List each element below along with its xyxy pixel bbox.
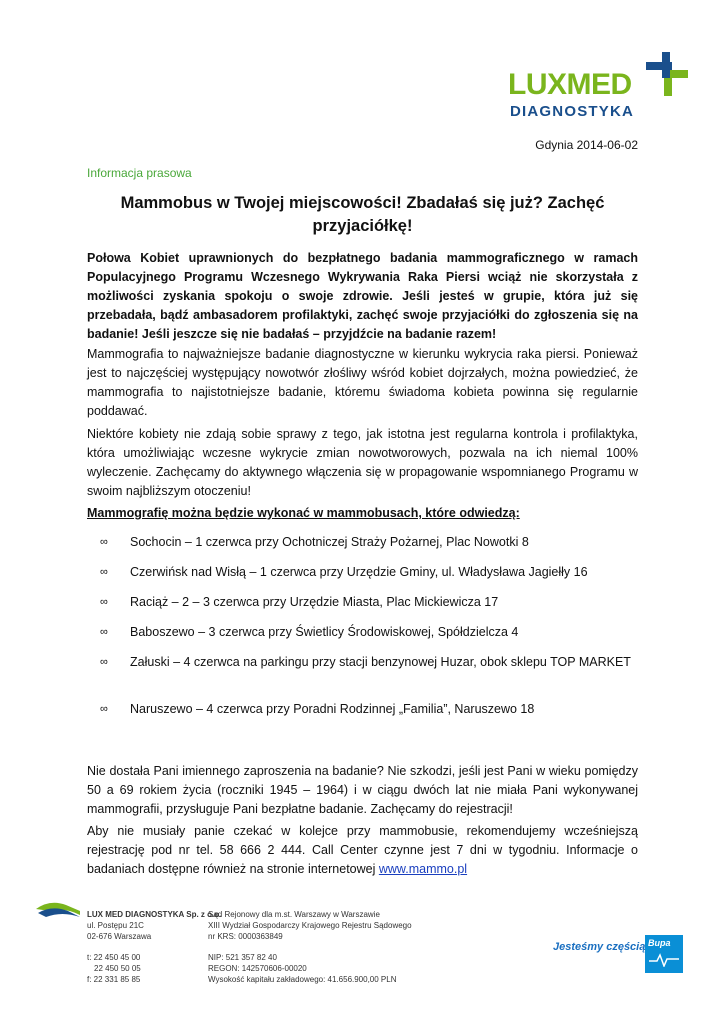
paragraph-profilaktyka: Niektóre kobiety nie zdają sobie sprawy z tego, jak istotna jest regularna kontrola i profilaktyka, która umożliwiając wczesne wykrycie zmian nowotworowych, pozwala na ich niemal 100% wyleczenie. Zachęcamy do aktywnego włączenia się w propagowanie wspomnianego Programu w swoim najbliższym otoczeniu!	[87, 427, 638, 498]
logo-brand-bottom: DIAGNOSTYKA	[510, 103, 635, 120]
footer-nip: NIP: 521 357 82 40	[208, 953, 277, 962]
footer-city: 02-676 Warszawa	[87, 932, 152, 941]
list-item: ∞ Czerwińsk nad Wisłą – 1 czerwca przy Urzędzie Gminy, ul. Władysława Jagiełły 16	[100, 565, 588, 579]
bullet-icon: ∞	[100, 596, 108, 608]
bupa-logo	[645, 935, 683, 973]
list-item: ∞ Raciąż – 2 – 3 czerwca przy Urzędzie Miasta, Plac Mickiewicza 17	[100, 595, 499, 609]
press-label: Informacja prasowa	[87, 166, 192, 180]
footer-capital: Wysokość kapitału zakładowego: 41.656.900,00 PLN	[208, 975, 397, 984]
footer-court2: XIII Wydział Gospodarczy Krajowego Rejestru Sądowego	[208, 921, 412, 930]
bullet-icon: ∞	[100, 703, 108, 715]
intro-paragraph: Połowa Kobiet uprawnionych do bezpłatnego badania mammograficznego w ramach Populacyjnego Programu Wczesnego Wykrywania Raka Piersi wciąż nie skorzystała z możliwości zyskania spokoju o swoje zdrowie. Jeśli jesteś w grupie, która już się przebadała, bądź ambasadorem profilaktyki, zachęć swoje przyjaciółki do zgłoszenia się na badanie! Jeśli jeszcze się nie badałaś – przyjdźcie na badanie razem!	[87, 251, 638, 341]
list-item: ∞ Załuski – 4 czerwca na parkingu przy stacji benzynowej Huzar, obok sklepu TOP MARKET	[100, 655, 631, 669]
footer-phones	[87, 952, 141, 985]
document-title: Mammobus w Twojej miejscowości! Zbadałaś się już? Zachęć przyjaciółkę!	[120, 194, 605, 235]
luxmed-logo	[508, 48, 688, 128]
mammo-website-link[interactable]: www.mammo.pl	[378, 862, 468, 876]
locations-heading: Mammografię można będzie wykonać w mammobusach, które odwiedzą:	[87, 506, 520, 520]
footer-regon: REGON: 142570606-00020	[208, 964, 307, 973]
bupa-heartbeat-icon	[649, 953, 679, 967]
footer-tagline: Jesteśmy częścią	[553, 941, 646, 953]
paragraph-zaproszenie: Nie dostała Pani imiennego zaproszenia na badanie? Nie szkodzi, jeśli jest Pani w wieku pomiędzy 50 a 69 rokiem życia (roczniki 1945 – 1964) i w ciągu dwóch lat nie miała Pani wykonywanej mammografii, przysługuje Pani bezpłatne badanie. Zachęcamy do rejestracji!	[87, 764, 638, 816]
footer-address	[87, 909, 221, 942]
list-item: ∞ Sochocin – 1 czerwca przy Ochotniczej Straży Pożarnej, Plac Nowotki 8	[100, 535, 529, 549]
page-footer	[0, 895, 724, 1024]
footer-registry	[208, 909, 412, 942]
logo-brand-top: LUXMED	[508, 68, 632, 101]
footer-tel2: 22 450 50 05	[94, 964, 141, 973]
paragraph-rejestracja	[87, 822, 638, 879]
bullet-icon: ∞	[100, 536, 108, 548]
footer-court1: Sąd Rejonowy dla m.st. Warszawy w Warszawie	[208, 910, 380, 919]
bullet-icon: ∞	[100, 566, 108, 578]
cross-logo-icon	[646, 52, 688, 96]
list-item: ∞ Naruszewo – 4 czerwca przy Poradni Rodzinnej „Familia”, Naruszewo 18	[100, 702, 535, 716]
footer-fax: f: 22 331 85 85	[87, 975, 141, 984]
rejestracja-text: Aby nie musiały panie czekać w kolejce przy mammobusie, rekomendujemy wcześniejszą rejestrację pod nr tel. 58 666 2 444. Call Center czynne jest 7 dni w tygodniu. Informacje o badaniach dostępne również na stronie internetowej	[87, 824, 638, 876]
document-date: Gdynia 2014-06-02	[535, 138, 638, 152]
bullet-icon: ∞	[100, 656, 108, 668]
bupa-logo-text: Bupa	[648, 938, 671, 948]
footer-street: ul. Postępu 21C	[87, 921, 144, 930]
footer-tel1: t: 22 450 45 00	[87, 953, 141, 962]
luxmed-swoosh-icon	[36, 899, 80, 919]
locations-list	[100, 534, 640, 731]
paragraph-mammografia: Mammografia to najważniejsze badanie diagnostyczne w kierunku wykrycia raka piersi. Ponieważ jest to najczęściej występujący nowotwór złośliwy wśród kobiet dojrzałych, można powiedzieć, że mammografia to najistotniejsze badanie, któremu świadoma kobieta powinna się regularnie poddawać.	[87, 347, 638, 418]
footer-krs: nr KRS: 0000363849	[208, 932, 283, 941]
bullet-icon: ∞	[100, 626, 108, 638]
footer-company: LUX MED DIAGNOSTYKA Sp. z o.o.	[87, 910, 222, 919]
footer-tax	[208, 952, 397, 985]
list-item: ∞ Baboszewo – 3 czerwca przy Świetlicy Środowiskowej, Spółdzielcza 4	[100, 625, 519, 639]
